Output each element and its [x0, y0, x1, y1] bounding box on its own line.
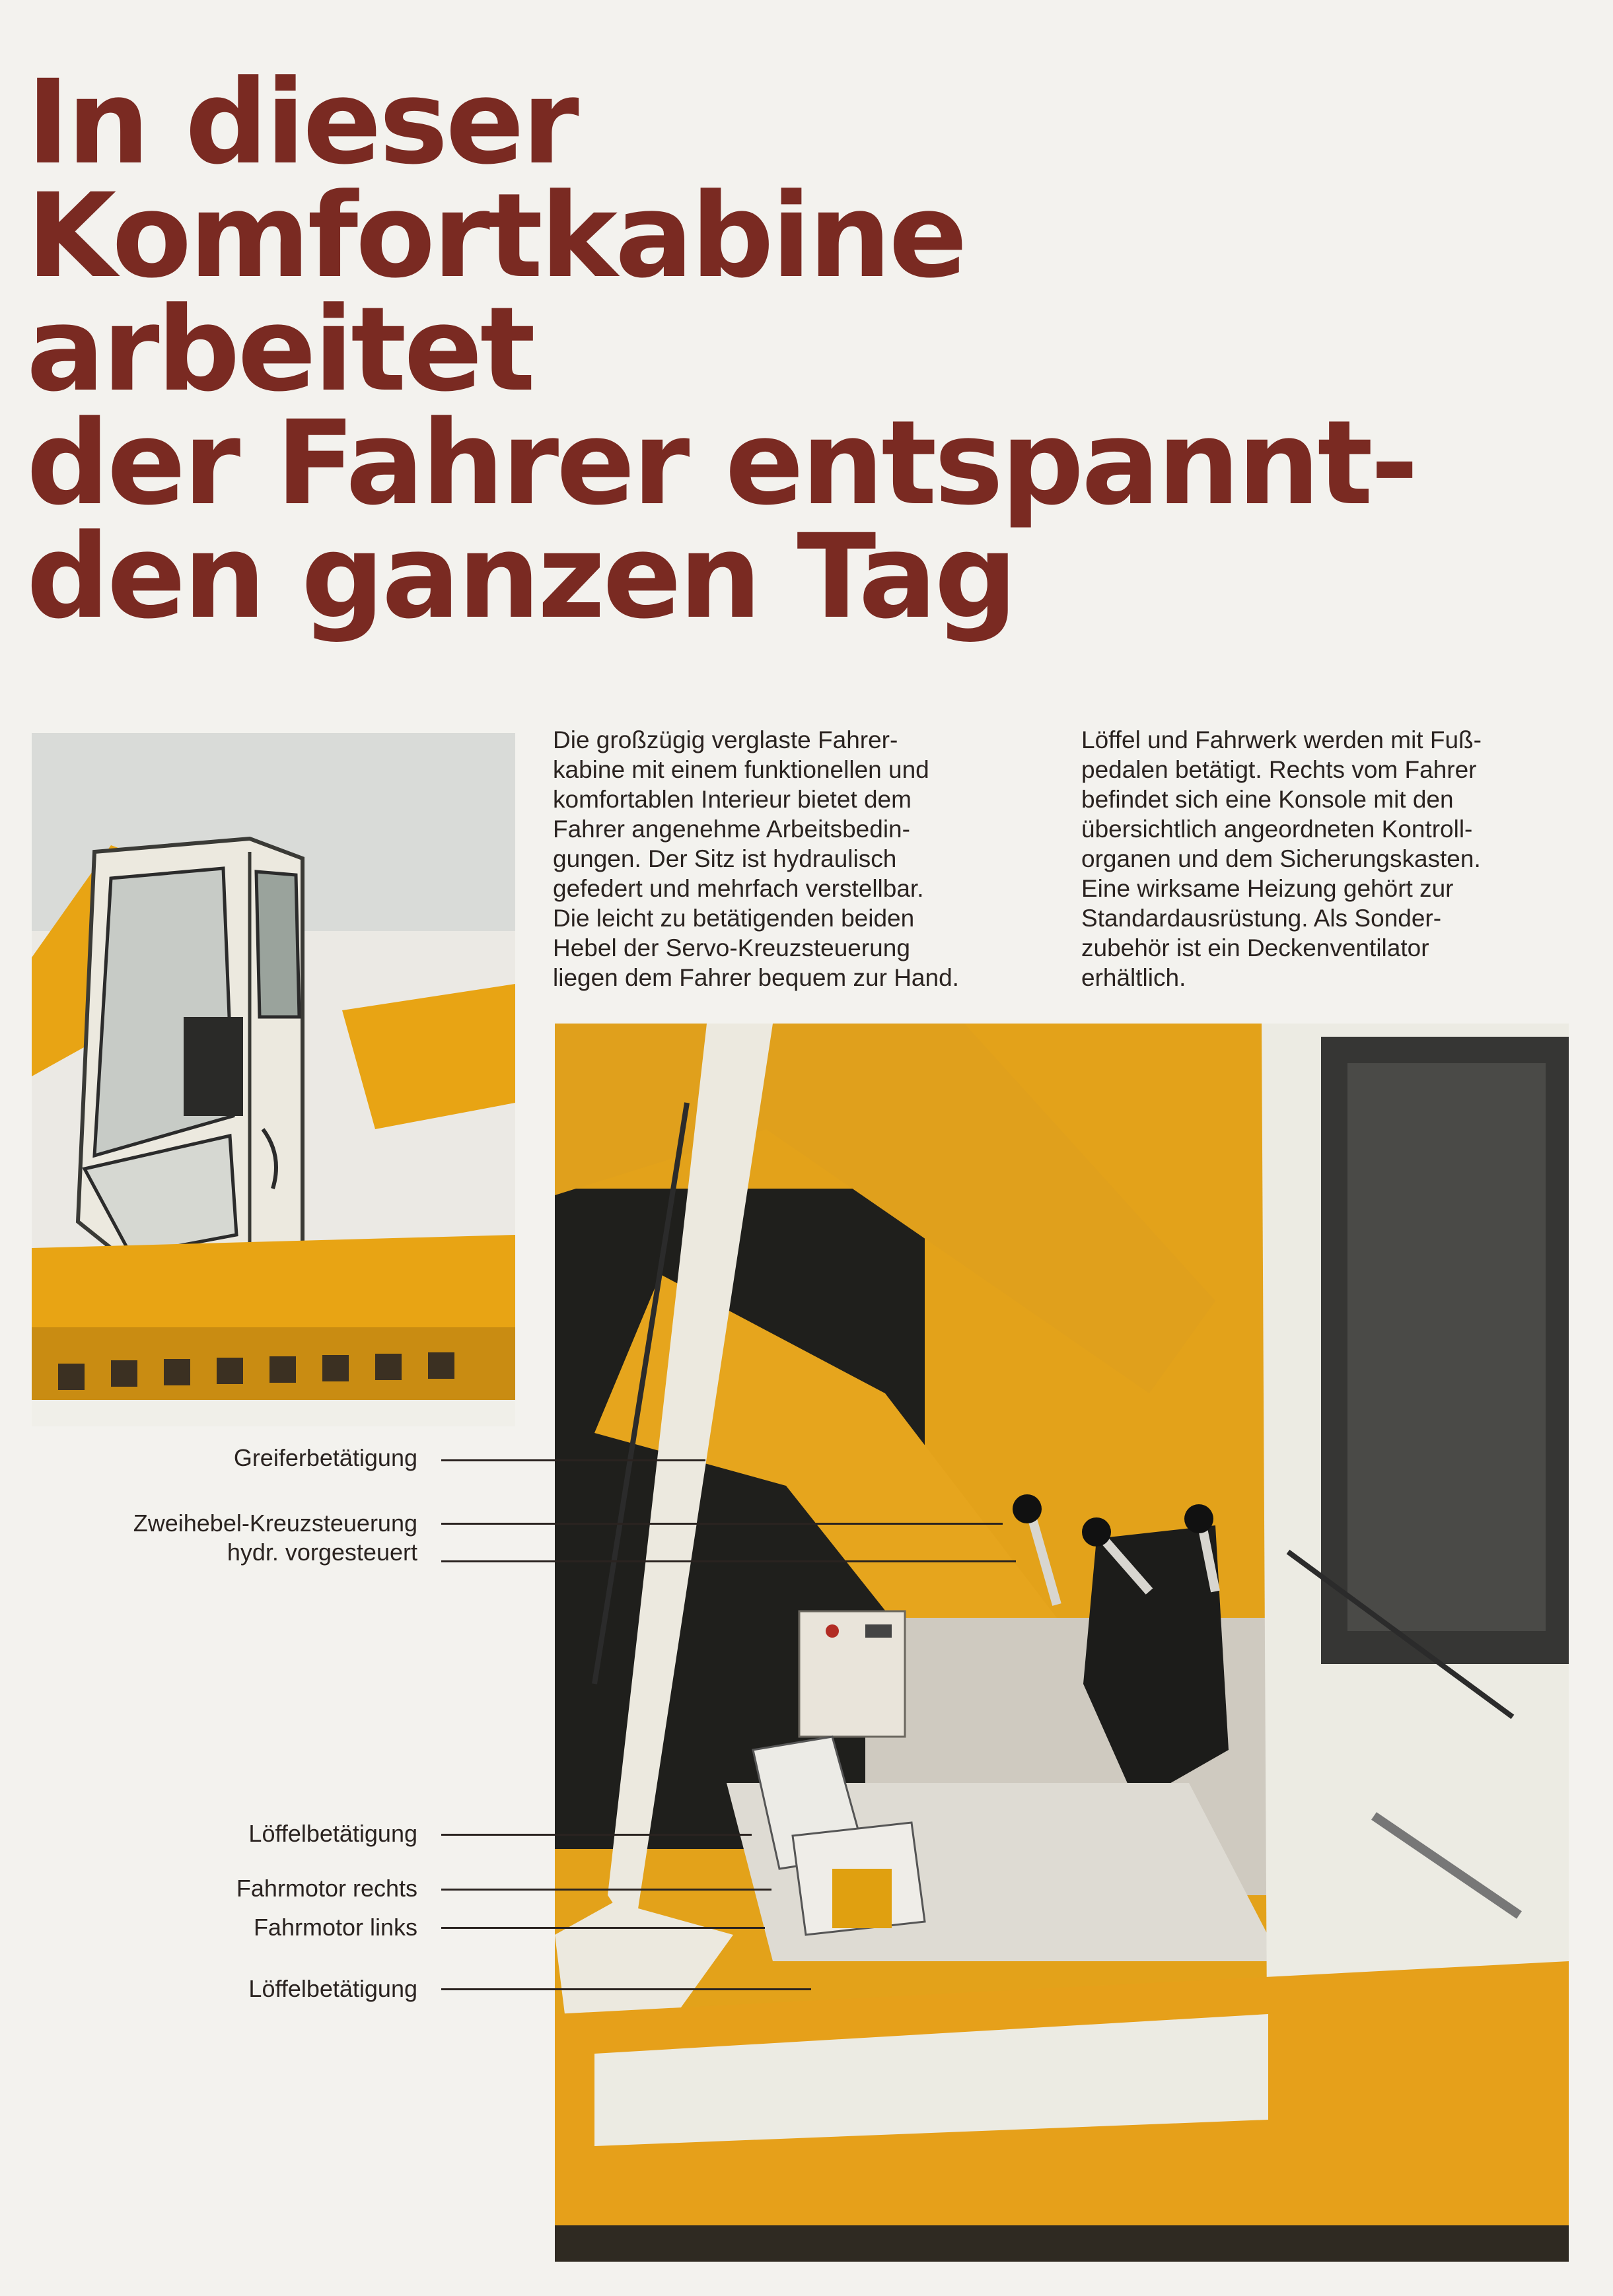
- col2-line: Löffel und Fahrwerk werden mit Fuß-: [1081, 726, 1482, 753]
- headline-line-4: den ganzen Tag: [26, 509, 1015, 644]
- leader-line-loeffel-1: [441, 1834, 752, 1836]
- col1-line: gungen. Der Sitz ist hydraulisch: [553, 845, 897, 872]
- col1-line: kabine mit einem funktionellen und: [553, 756, 929, 783]
- callout-zweihebel-kreuzsteuerung: Zweihebel-Kreuzsteuerung: [133, 1510, 417, 1537]
- callout-loeffelbetaetigung-2: Löffelbetätigung: [248, 1975, 417, 2002]
- col1-line: liegen dem Fahrer bequem zur Hand.: [553, 964, 959, 991]
- col1-line: Hebel der Servo-Kreuzsteuerung: [553, 934, 910, 961]
- col2-line: zubehör ist ein Deckenventilator: [1081, 934, 1429, 961]
- body-text-column-2: [1081, 725, 1583, 992]
- callout-greiferbetaetigung: Greiferbetätigung: [233, 1444, 417, 1471]
- leader-line-vorgesteuert: [441, 1560, 1016, 1562]
- col2-line: befindet sich eine Konsole mit den: [1081, 786, 1454, 813]
- excavator-cab-photo: [32, 733, 515, 1426]
- leader-line-greifer: [441, 1459, 705, 1461]
- col1-line: Fahrer angenehme Arbeitsbedin-: [553, 816, 910, 843]
- col2-line: Standardausrüstung. Als Sonder-: [1081, 905, 1442, 932]
- headline-line-3: der Fahrer entspannt-: [26, 396, 1416, 531]
- cab-interior-photo: [555, 1024, 1569, 2262]
- col1-line: gefedert und mehrfach verstellbar.: [553, 875, 924, 902]
- body-text-column-1: [553, 725, 1068, 992]
- leader-line-kreuzsteuerung: [441, 1523, 1003, 1525]
- headline-line-1: In dieser Komfortkabine: [26, 55, 965, 304]
- col1-line: Die großzügig verglaste Fahrer-: [553, 726, 898, 753]
- col2-line: Eine wirksame Heizung gehört zur: [1081, 875, 1454, 902]
- headline: [26, 55, 1546, 644]
- col1-line: Die leicht zu betätigenden beiden: [553, 905, 915, 932]
- headline-line-2: arbeitet: [26, 282, 533, 417]
- col2-line: übersichtlich angeordneten Kontroll-: [1081, 816, 1473, 843]
- callout-fahrmotor-rechts: Fahrmotor rechts: [236, 1875, 417, 1902]
- col2-line: pedalen betätigt. Rechts vom Fahrer: [1081, 756, 1477, 783]
- leader-line-loeffel-2: [441, 1988, 811, 1990]
- leader-line-fahrmotor-links: [441, 1927, 765, 1929]
- callout-hydr-vorgesteuert: hydr. vorgesteuert: [227, 1539, 417, 1566]
- callout-loeffelbetaetigung-1: Löffelbetätigung: [248, 1820, 417, 1847]
- col2-line: erhältlich.: [1081, 964, 1186, 991]
- callout-fahrmotor-links: Fahrmotor links: [253, 1914, 417, 1941]
- col1-line: komfortablen Interieur bietet dem: [553, 786, 912, 813]
- leader-line-fahrmotor-rechts: [441, 1889, 771, 1891]
- col2-line: organen und dem Sicherungskasten.: [1081, 845, 1481, 872]
